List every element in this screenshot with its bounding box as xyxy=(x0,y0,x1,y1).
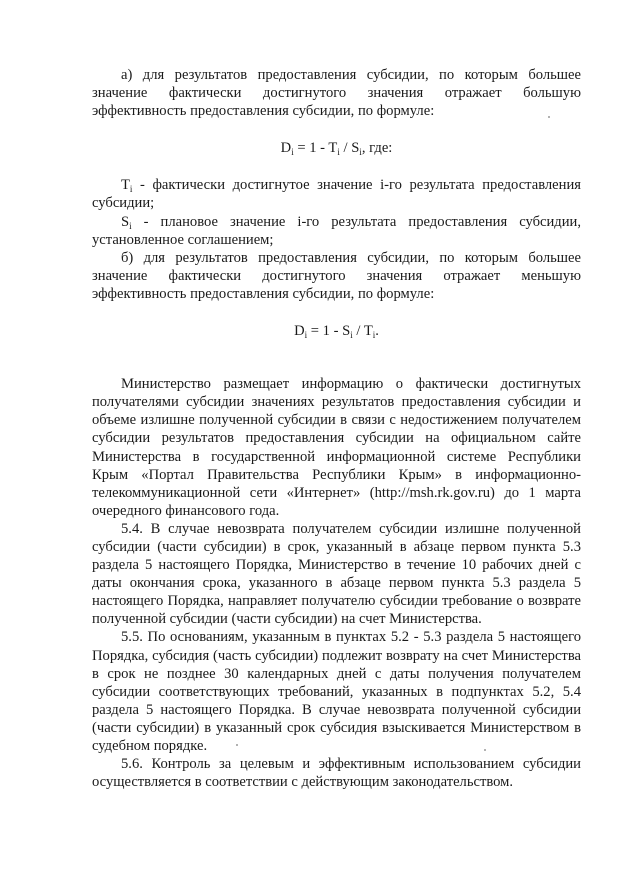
definition-t-text: - фактически достигнутое значение i-го результата предоставления субсидии; xyxy=(92,177,581,212)
definition-s-symbol: S xyxy=(121,213,130,230)
paragraph-5-5: 5.5. По основаниям, указанным в пунктах 5.2 - 5.3 раздела 5 настоящего Порядка, субсидия (часть субсидии) подлежит возврату на счет Министерства в срок не позднее 30 календарных дней с даты получения получателем субсидии соответствующих требований, указанных в подпунктах 5.2, 5.4 раздела 5 настоящего Порядка. В случае невозврата полученной субсидии (части субсидии) в указанный срок субсидия взыскивается Министерством в судебном порядке. xyxy=(92,629,581,754)
formula-2-mid2-sub: i xyxy=(372,330,376,341)
formula-2-tail: . xyxy=(375,323,379,340)
formula-1-tail: , где: xyxy=(361,140,393,157)
paragraph-5-4: 5.4. В случае невозврата получателем субсидии излишне полученной субсидии (части субсидии) в срок, указанный в абзаце первом пункта 5.3 раздела 5 настоящего Порядка, Министерство в течение 10 рабочих дней с даты окончания срока, указанного в абзаце первом пункта 5.3 раздела 5 настоящего Порядка, направляет получателю субсидии требование о возврате полученной субсидии (части субсидии) на счет Министерства. xyxy=(92,520,581,628)
scan-speck xyxy=(548,116,550,118)
scan-speck xyxy=(484,749,486,751)
formula-1-lhs-sub: i xyxy=(291,147,294,158)
formula-1-mid1-sub: i xyxy=(337,147,340,158)
formula-2-lhs-sub: i xyxy=(304,330,308,341)
definition-s-symbol-sub: i xyxy=(129,220,132,231)
formula-1-mid2: / S xyxy=(339,140,360,157)
paragraph-a-text: а) для результатов предоставления субсидии, по которым большее значение фактически достигнутого значения отражает большую эффективность предоставления субсидии, по формуле: xyxy=(92,67,581,120)
formula-2-mid2: / T xyxy=(352,323,373,340)
formula-2-lhs: D xyxy=(294,323,305,340)
formula-2 xyxy=(92,322,581,340)
paragraph-5-6: 5.6. Контроль за целевым и эффективным использованием субсидии осуществляется в соответствии с действующим законодательством. xyxy=(92,756,581,791)
definition-t xyxy=(92,176,581,212)
formula-1-lhs: D xyxy=(280,140,292,157)
formula-1-mid2-sub: i xyxy=(359,147,362,158)
paragraph-a xyxy=(92,66,581,120)
definition-t-symbol: T xyxy=(121,177,130,194)
definition-t-symbol-sub: i xyxy=(129,184,133,195)
formula-2-mid1-sub: i xyxy=(350,330,353,341)
document-body xyxy=(92,66,581,791)
paragraph-ministry-info: Министерство размещает информацию о фактически достигнутых получателями субсидии значениях результатов предоставления субсидии и объеме излишне полученной субсидии в связи с недостижением получателем субсидии результатов предоставления субсидии на официальном сайте Министерства в государственной информационной системе Республики Крым «Портал Правительства Республики Крым» в информационно-телекоммуникационной сети «Интернет» (http://msh.rk.gov.ru) до 1 марта очередного финансового года. xyxy=(92,376,581,519)
scan-speck xyxy=(236,744,238,746)
definition-s xyxy=(92,213,581,249)
paragraph-b: б) для результатов предоставления субсидии, по которым большее значение фактически достигнутого значения отражает меньшую эффективность предоставления субсидии, по формуле: xyxy=(92,249,581,302)
formula-1 xyxy=(92,139,581,157)
definition-s-text: - плановое значение i-го результата предоставления субсидии, установленное соглашением; xyxy=(92,213,581,248)
formula-2-mid1: = 1 - S xyxy=(307,323,351,340)
formula-1-mid1: = 1 - T xyxy=(293,140,338,157)
